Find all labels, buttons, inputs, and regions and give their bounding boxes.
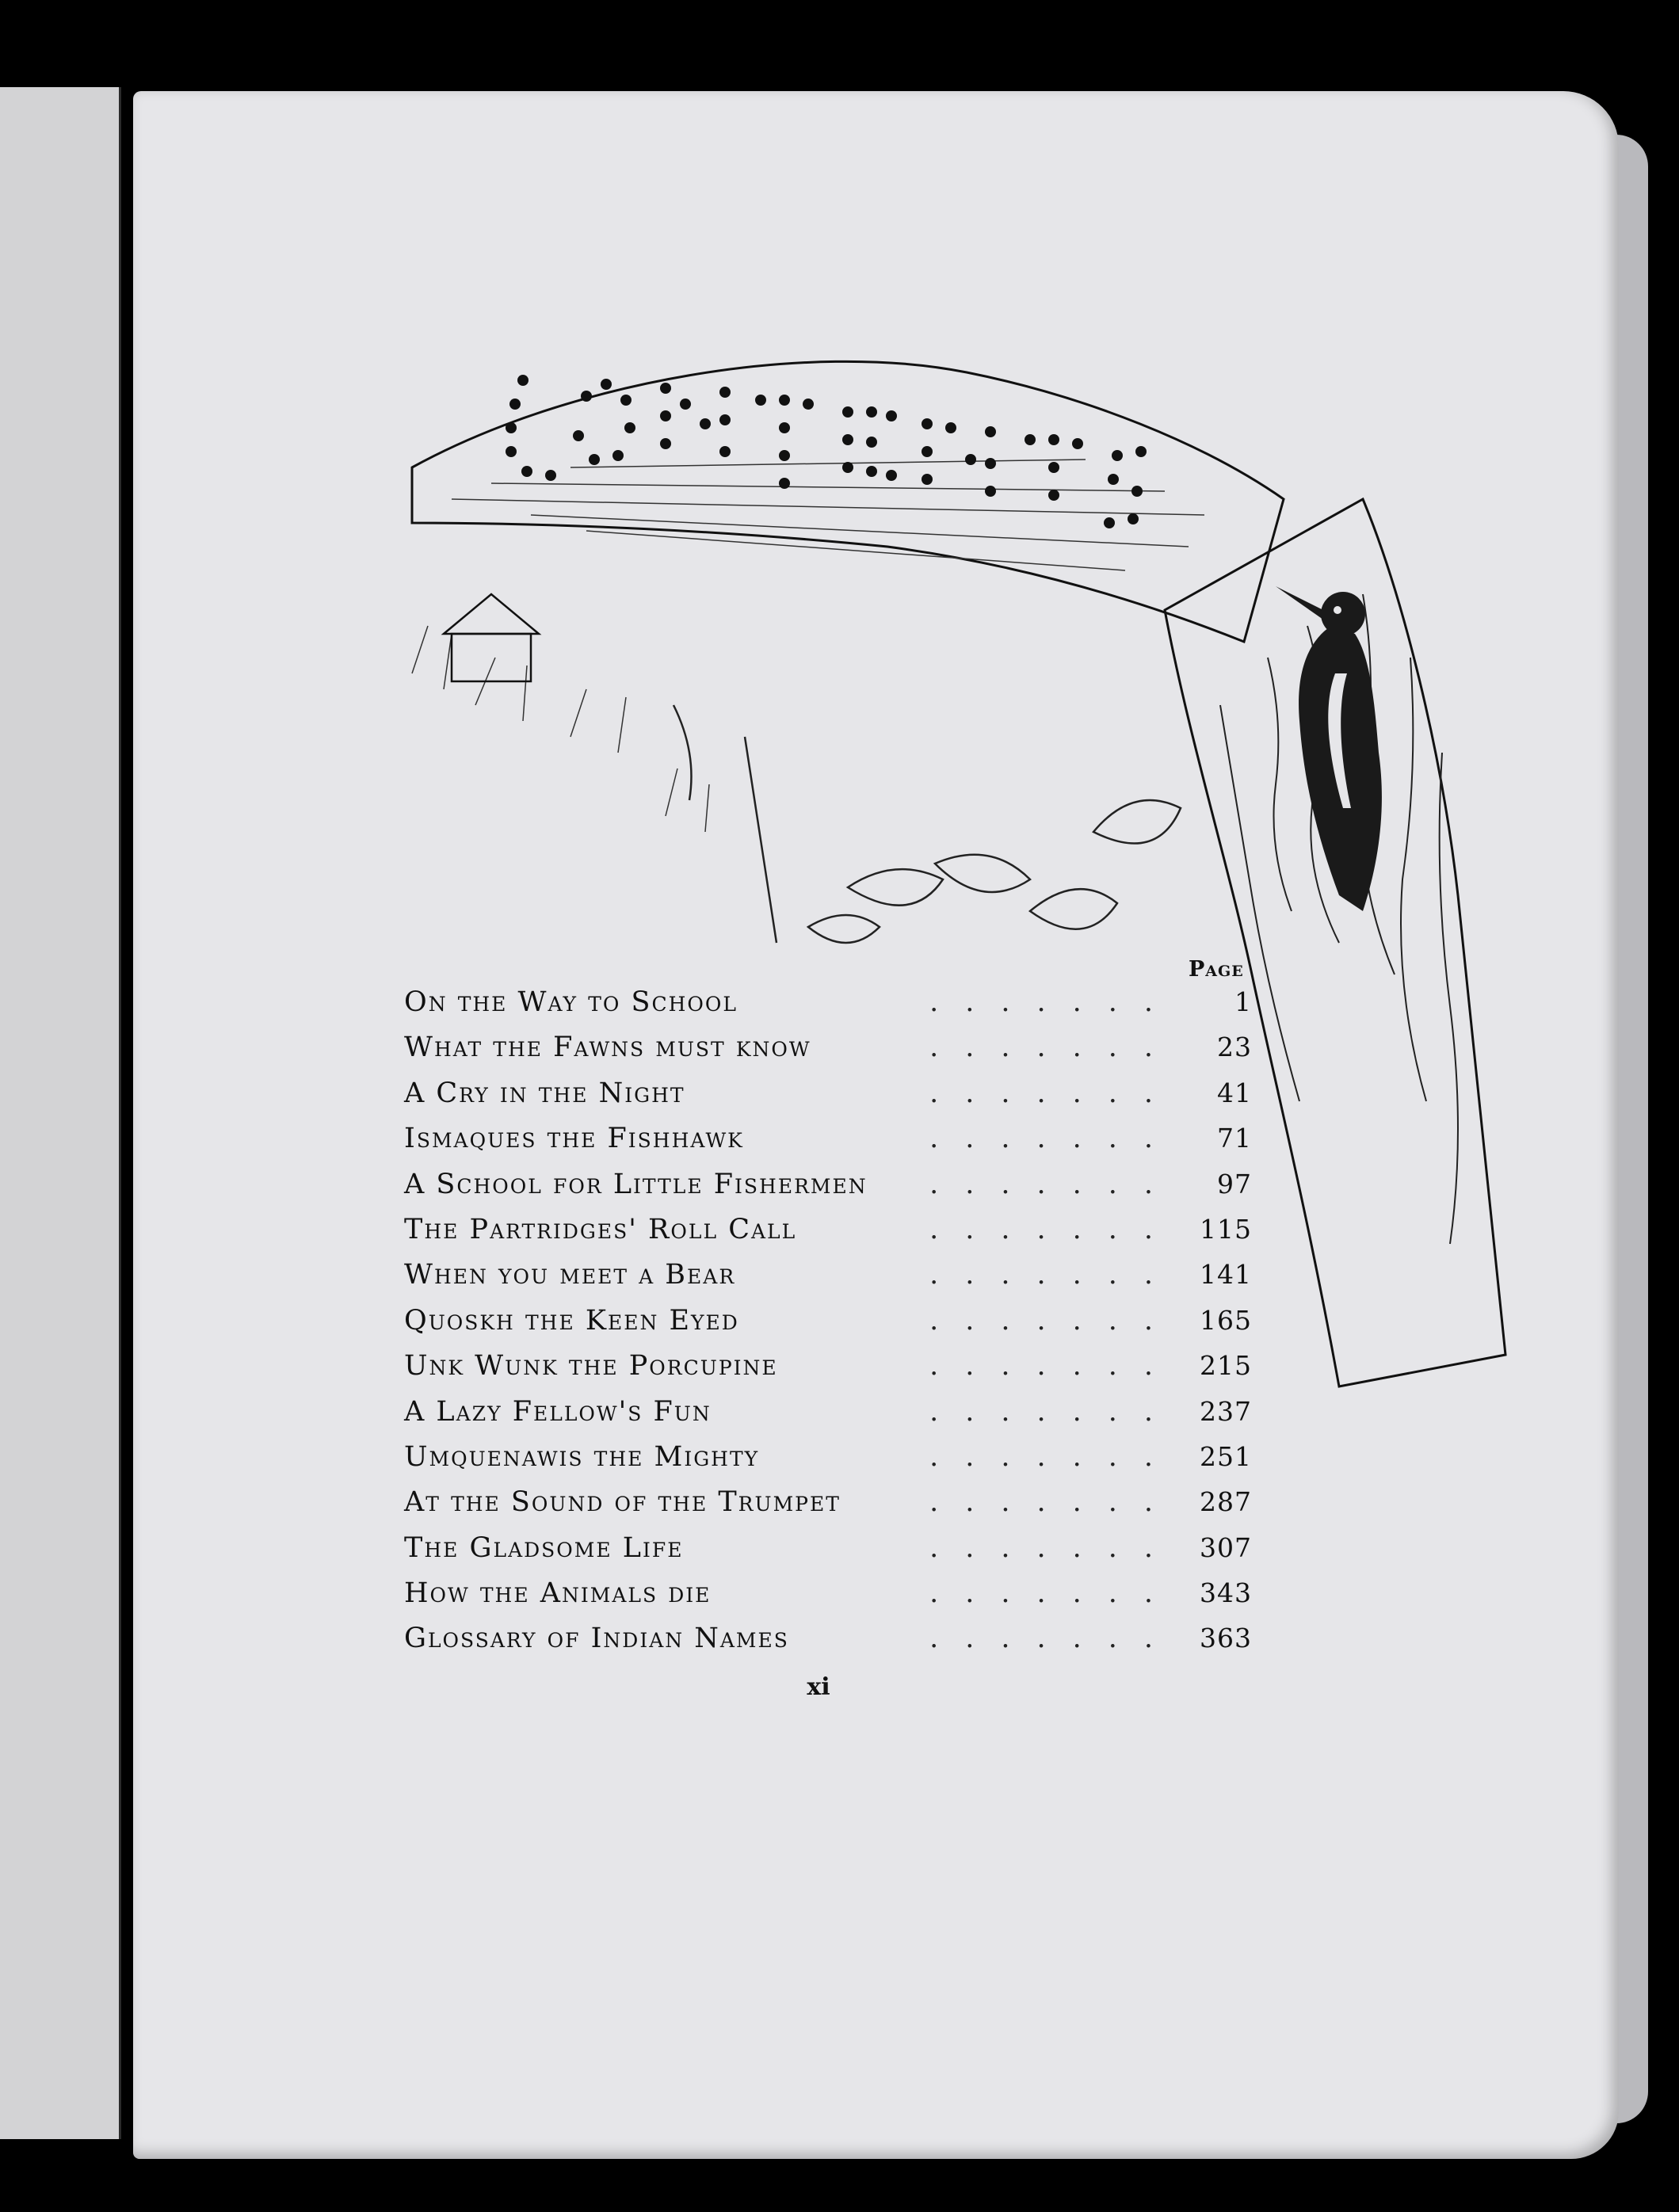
toc-entry-page: 41	[1217, 1077, 1252, 1108]
leader-dots: .......	[929, 1623, 1180, 1655]
leader-dots: .......	[929, 1168, 1180, 1200]
toc-entry-title: Ismaques the Fishhawk	[404, 1123, 744, 1155]
page-folio: xi	[807, 1673, 830, 1701]
toc-entry-page: 115	[1200, 1213, 1252, 1245]
toc-entry-title: When you meet a Bear	[404, 1259, 736, 1291]
toc-entry-page: 97	[1217, 1168, 1252, 1199]
toc-entry-title: What the Fawns must know	[404, 1032, 811, 1064]
leader-dots: .......	[929, 1123, 1180, 1155]
toc-entry[interactable]	[404, 1032, 1252, 1077]
toc-entry[interactable]	[404, 1169, 1252, 1214]
toc-entry-title: At the Sound of the Trumpet	[404, 1486, 841, 1519]
toc-entry[interactable]	[404, 1486, 1252, 1531]
toc-entry[interactable]	[404, 1350, 1252, 1395]
woodpecker-drawing	[1276, 586, 1382, 911]
leader-dots: .......	[929, 1213, 1180, 1245]
toc-entry-page: 141	[1200, 1259, 1252, 1291]
toc-entry-page: 23	[1217, 1032, 1252, 1063]
toc-entry-page: 215	[1200, 1350, 1252, 1382]
toc-entry-title: Quoskh the Keen Eyed	[404, 1304, 739, 1337]
toc-entry[interactable]	[404, 1077, 1252, 1123]
toc-entry[interactable]	[404, 1123, 1252, 1168]
leader-dots: .......	[929, 1350, 1180, 1382]
leader-dots: .......	[929, 1077, 1180, 1109]
facing-page-edge	[0, 87, 121, 2139]
leader-dots: .......	[929, 1486, 1180, 1519]
log-hatching	[452, 460, 1204, 570]
toc-entry-page: 1	[1234, 986, 1252, 1017]
leader-dots: .......	[929, 1032, 1180, 1064]
toc-entry-page: 251	[1200, 1440, 1252, 1472]
toc-entry[interactable]	[404, 1577, 1252, 1623]
leader-dots: .......	[929, 1577, 1180, 1610]
toc-entry-title: Glossary of Indian Names	[404, 1623, 789, 1655]
toc-entry-page: 237	[1200, 1395, 1252, 1427]
toc-entry[interactable]	[404, 1214, 1252, 1259]
toc-entry-title: A School for Little Fishermen	[404, 1168, 868, 1200]
toc-entry-page: 165	[1200, 1304, 1252, 1336]
toc-entry-title: On the Way to School	[404, 986, 738, 1018]
toc-entry-title: A Lazy Fellow's Fun	[404, 1395, 712, 1428]
leader-dots: .......	[929, 1304, 1180, 1337]
toc-entry-page: 343	[1200, 1577, 1252, 1609]
toc-entry-title: A Cry in the Night	[404, 1077, 685, 1109]
leader-dots: .......	[929, 1440, 1180, 1473]
toc-entry[interactable]	[404, 1441, 1252, 1486]
toc-entry-title: The Partridges' Roll Call	[404, 1213, 797, 1245]
page-column-heading: Page	[1189, 957, 1244, 982]
table-of-contents	[404, 986, 1252, 1669]
toc-entry-title: Umquenawis the Mighty	[404, 1440, 760, 1473]
leader-dots: .......	[929, 1395, 1180, 1428]
toc-entry-title: The Gladsome Life	[404, 1531, 684, 1564]
toc-entry[interactable]	[404, 1259, 1252, 1304]
toc-entry-title: How the Animals die	[404, 1577, 712, 1610]
toc-entry[interactable]	[404, 986, 1252, 1032]
book-fore-edge	[1616, 135, 1648, 2123]
toc-entry-title: Unk Wunk the Porcupine	[404, 1350, 778, 1382]
toc-entry[interactable]	[404, 1305, 1252, 1350]
leader-dots: .......	[929, 1259, 1180, 1291]
grass-strokes	[412, 626, 709, 832]
toc-entry-page: 307	[1200, 1531, 1252, 1563]
log-lettering-dots	[506, 375, 1147, 528]
toc-entry-page: 71	[1217, 1123, 1252, 1154]
toc-entry[interactable]	[404, 1396, 1252, 1441]
leader-dots: .......	[929, 986, 1180, 1018]
toc-entry-page: 287	[1200, 1486, 1252, 1518]
toc-entry[interactable]	[404, 1623, 1252, 1668]
toc-entry[interactable]	[404, 1532, 1252, 1577]
toc-entry-page: 363	[1200, 1623, 1252, 1654]
leader-dots: .......	[929, 1531, 1180, 1564]
foreground-leaves	[674, 705, 1181, 943]
